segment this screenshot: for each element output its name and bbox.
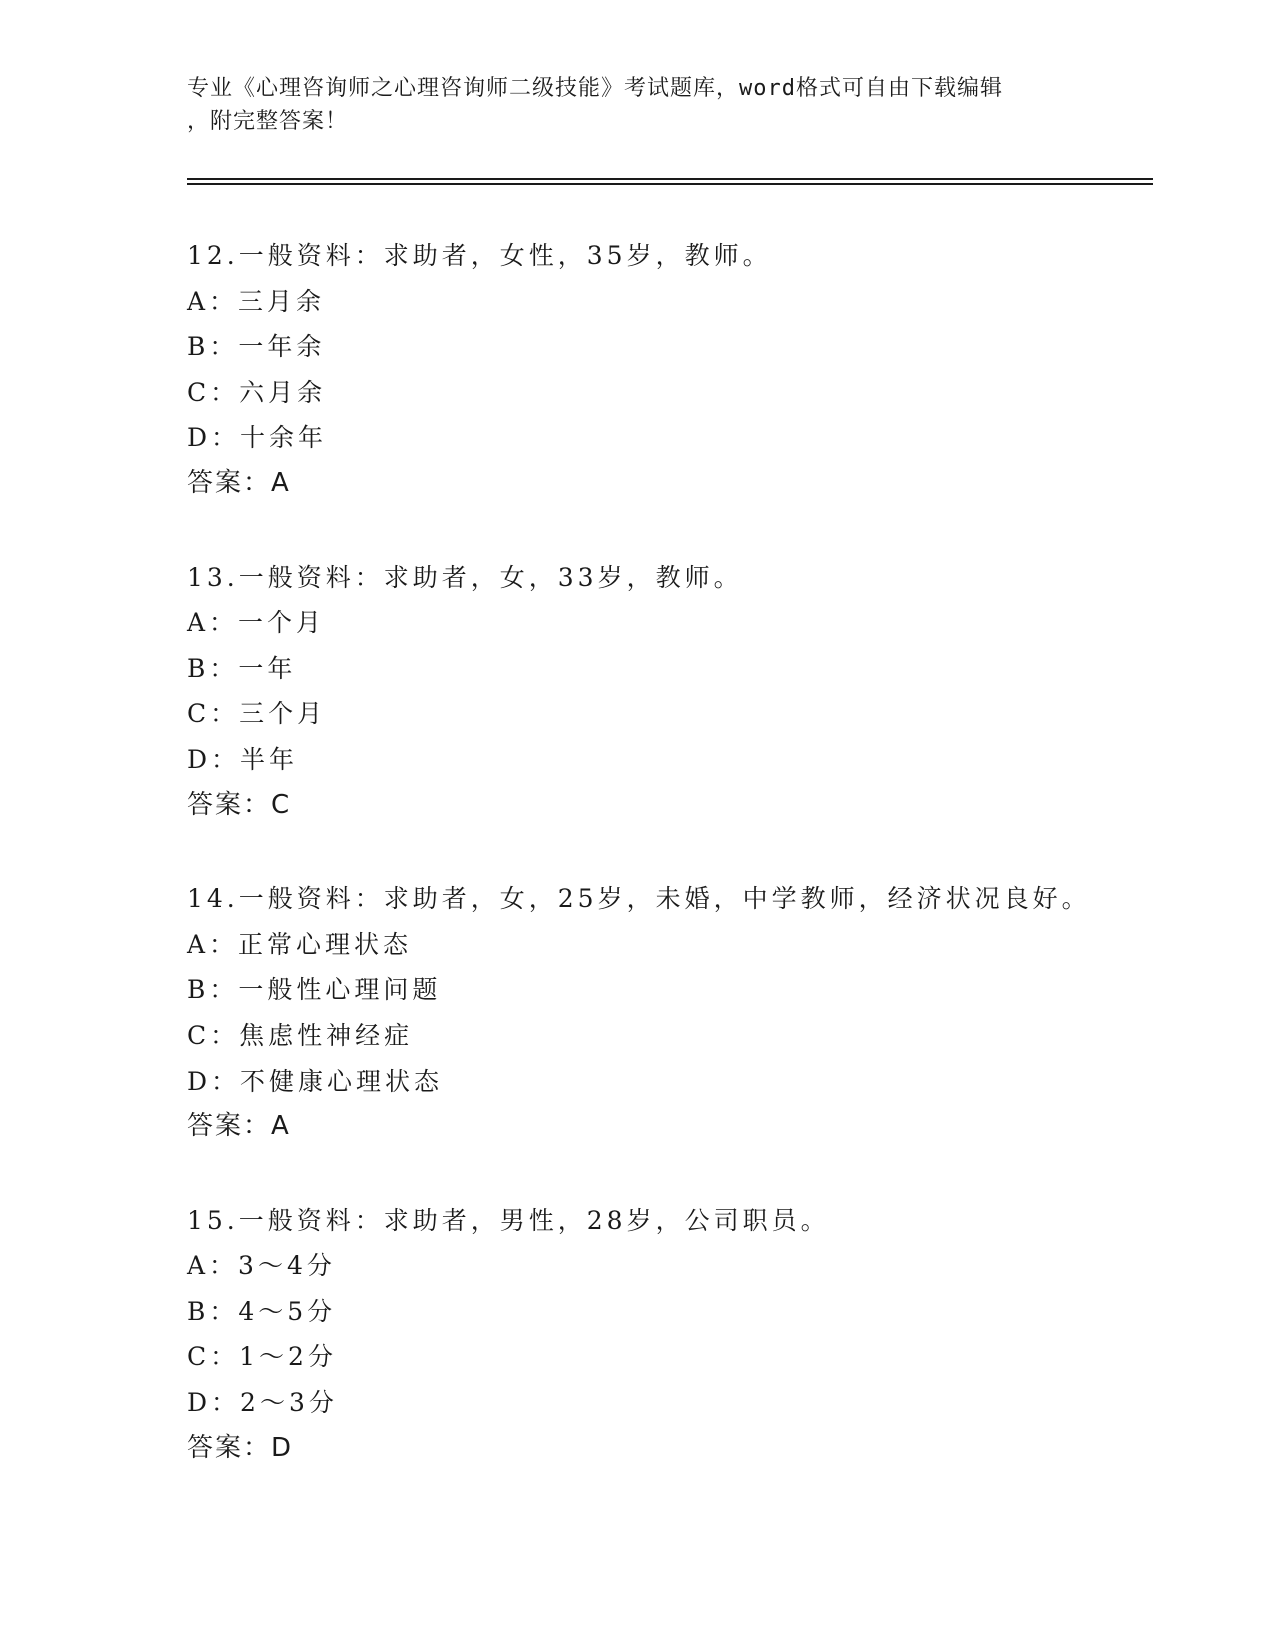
option-c: C：1～2分 bbox=[187, 1342, 337, 1372]
question-13 bbox=[187, 555, 1187, 829]
option-a: A：三月余 bbox=[187, 286, 326, 316]
question-15 bbox=[187, 1198, 1187, 1472]
option-d: D：2～3分 bbox=[187, 1388, 338, 1418]
question-stem: 13.一般资料：求助者，女，33岁，教师。 bbox=[187, 562, 743, 592]
option-b: B：4～5分 bbox=[187, 1296, 337, 1326]
question-stem: 15.一般资料：求助者，男性，28岁，公司职员。 bbox=[187, 1205, 830, 1235]
header-line-2: ，附完整答案！ bbox=[187, 109, 349, 134]
option-a: A：一个月 bbox=[187, 608, 326, 638]
document-header bbox=[187, 72, 1087, 138]
option-d: D：十余年 bbox=[187, 423, 328, 453]
option-a: A：正常心理状态 bbox=[187, 929, 413, 959]
question-14 bbox=[187, 876, 1187, 1150]
header-double-rule bbox=[187, 178, 1153, 185]
option-b: B：一年 bbox=[187, 653, 297, 683]
question-12 bbox=[187, 233, 1187, 507]
question-list bbox=[187, 233, 1187, 1519]
answer-line: 答案：D bbox=[187, 1432, 294, 1463]
option-a: A：3～4分 bbox=[187, 1251, 336, 1281]
question-stem: 14.一般资料：求助者，女，25岁，未婚，中学教师，经济状况良好。 bbox=[187, 884, 1091, 914]
option-c: C：六月余 bbox=[187, 377, 327, 407]
answer-line: 答案：A bbox=[187, 1111, 291, 1142]
option-b: B：一般性心理问题 bbox=[187, 975, 442, 1005]
option-d: D：半年 bbox=[187, 744, 299, 774]
header-line-1: 专业《心理咨询师之心理咨询师二级技能》考试题库，word格式可自由下载编辑 bbox=[187, 76, 1003, 101]
option-b: B：一年余 bbox=[187, 332, 326, 362]
answer-line: 答案：A bbox=[187, 467, 291, 498]
question-stem: 12.一般资料：求助者，女性，35岁，教师。 bbox=[187, 241, 772, 270]
answer-line: 答案：C bbox=[187, 789, 292, 820]
option-d: D：不健康心理状态 bbox=[187, 1066, 444, 1096]
option-c: C：焦虑性神经症 bbox=[187, 1020, 414, 1050]
option-c: C：三个月 bbox=[187, 699, 327, 729]
